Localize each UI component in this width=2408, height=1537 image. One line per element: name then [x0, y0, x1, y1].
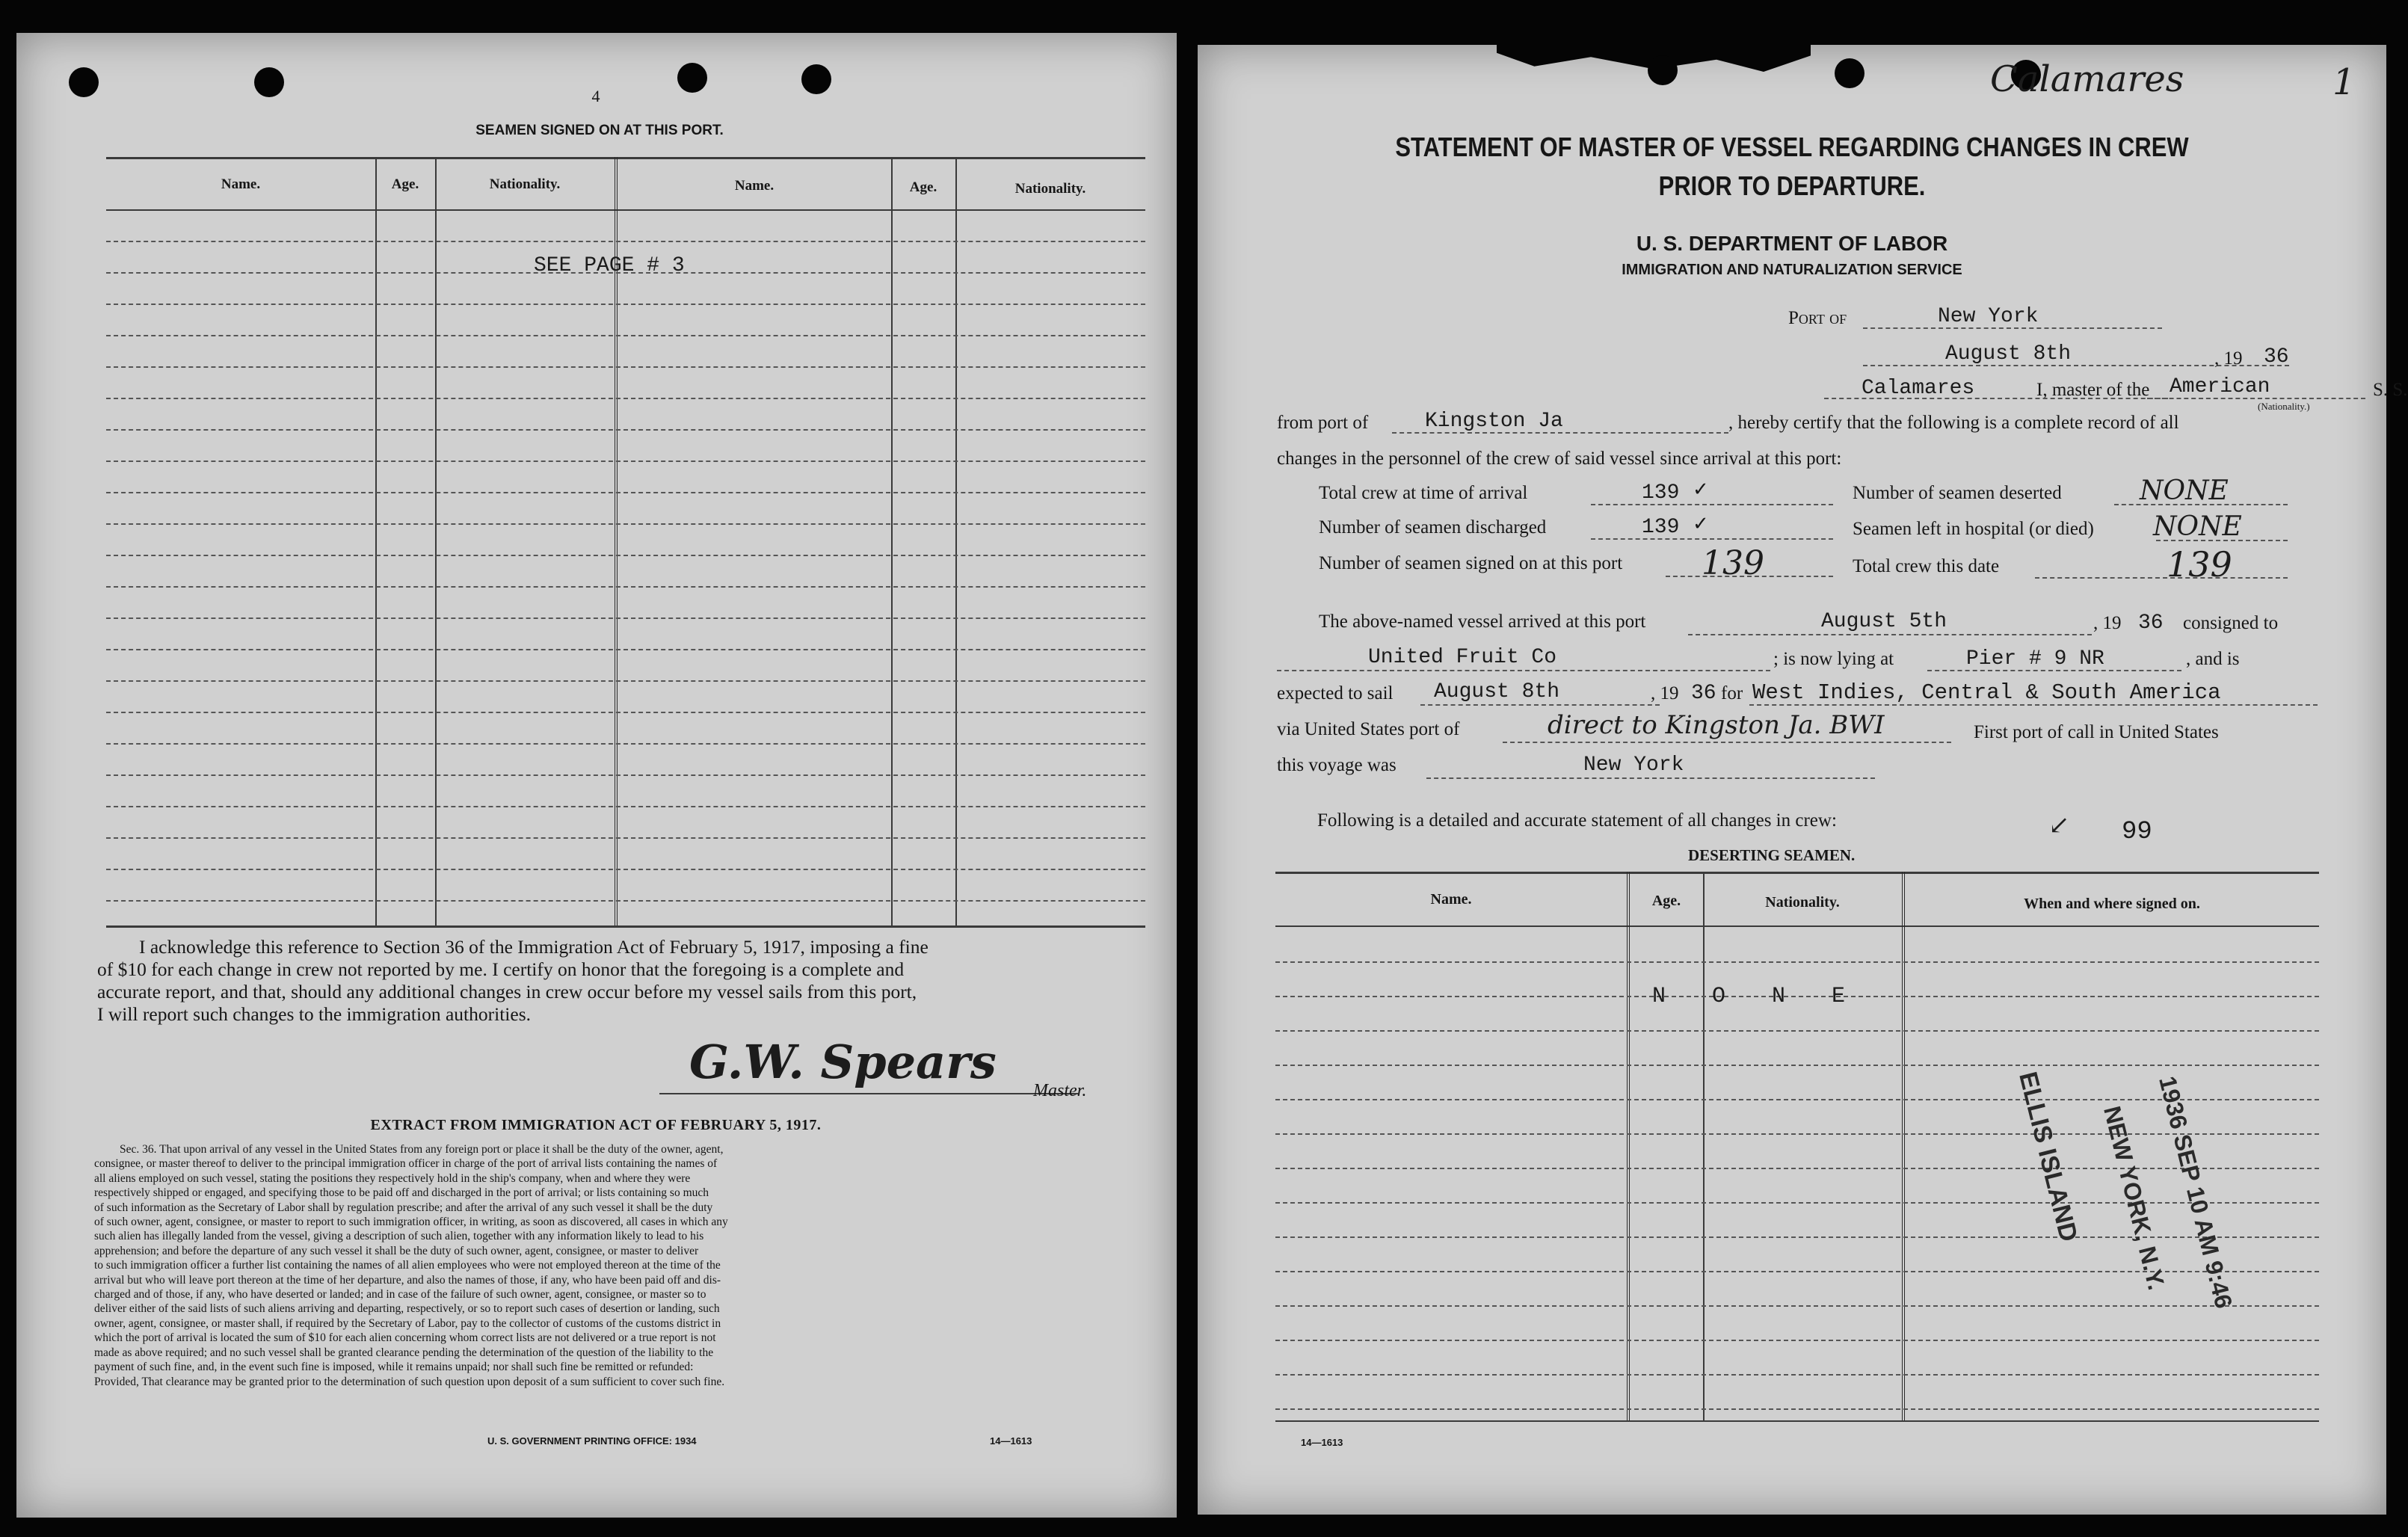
sail-year-prefix: , 19 — [1651, 683, 1679, 703]
left-page — [16, 33, 1177, 1518]
table-row — [106, 837, 1145, 839]
consigned-to-label: consigned to — [2183, 613, 2279, 633]
see-page-note: SEE PAGE # 3 — [534, 254, 685, 277]
table-header-rule — [106, 209, 1145, 211]
year-value: 36 — [2264, 345, 2289, 369]
discharged-label: Number of seamen discharged — [1319, 517, 1547, 538]
extract-line: to such immigration officer a further list containing the names of all alien employees who were not employed thereon at the time of the — [94, 1259, 721, 1272]
destination: West Indies, Central & South America — [1752, 680, 2221, 705]
hospital-value: NONE — [2153, 511, 2242, 542]
extract-title: EXTRACT FROM IMMIGRATION ACT OF FEBRUARY 5, 1917. — [370, 1117, 822, 1133]
and-is-label: , and is — [2186, 649, 2240, 669]
extract-line: all aliens employed on such vessel, stating the positions they respectively hold in the ship's company, when and where they were — [94, 1171, 691, 1185]
form-title-line1: STATEMENT OF MASTER OF VESSEL REGARDING CHANGES IN CREW — [1395, 132, 2189, 162]
extract-line: deliver either of the said lists of such aliens arriving and departing, respectively, or so to report such cases of desertion or landing, such — [94, 1302, 720, 1316]
sail-year: 36 — [1691, 682, 1716, 705]
port-value: New York — [1938, 305, 2039, 328]
year-prefix: , 19 — [2214, 348, 2243, 369]
table-row — [106, 304, 1145, 305]
table-title: SEAMEN SIGNED ON AT THIS PORT. — [475, 123, 724, 138]
table-row — [106, 335, 1145, 336]
ss-label: S. S. — [2373, 380, 2408, 400]
col-header-name: Name. — [1430, 891, 1472, 908]
expected-label: expected to sail — [1277, 683, 1394, 703]
table-row — [106, 241, 1145, 242]
total-crew-arrival-value: 139 — [1642, 481, 1680, 505]
col-header-signed-on: When and where signed on. — [2024, 896, 2200, 912]
ship-value: Calamares — [1862, 377, 1975, 400]
total-crew-date-value: 139 — [2167, 544, 2232, 585]
table-row — [106, 680, 1145, 682]
corner-note: Calamares — [1990, 58, 2184, 100]
table-row — [106, 586, 1145, 588]
via-label: via United States port of — [1277, 719, 1460, 739]
date-value: August 8th — [1945, 342, 2072, 366]
extract-line: of such owner, agent, consignee, or master to report to such immigration officer, in writing, as soon as discovered, all cases in which any — [94, 1216, 728, 1229]
check-mark-icon: ✓ — [1693, 478, 1709, 500]
margin-note: 99 — [2122, 818, 2152, 846]
table-row — [106, 900, 1145, 902]
master-signature: G.W. Spears — [689, 1035, 997, 1089]
table-row — [106, 649, 1145, 650]
table-row — [106, 429, 1145, 431]
table-row — [106, 774, 1145, 776]
hospital-label: Seamen left in hospital (or died) — [1853, 519, 2094, 539]
arrived-year-prefix: , 19 — [2093, 613, 2122, 633]
department: U. S. DEPARTMENT OF LABOR — [1636, 232, 1948, 255]
total-crew-date-label: Total crew this date — [1853, 556, 2000, 576]
deserting-title: DESERTING SEAMEN. — [1688, 846, 1856, 864]
extract-text — [94, 1142, 1141, 1389]
col-header-nationality-2: Nationality. — [1014, 181, 1086, 197]
nationality-value: American — [2170, 375, 2270, 398]
extract-line: consignee, or master thereof to deliver to the principal immigration officer in charge of the port of arrival lists containing the names of — [94, 1157, 718, 1171]
arrived-text: The above-named vessel arrived at this port — [1319, 612, 1646, 632]
deserted-value: NONE — [2140, 475, 2229, 506]
deserted-label: Number of seamen deserted — [1853, 483, 2062, 503]
stamp-line3: NEW YORK, N.Y. — [2098, 1103, 2170, 1293]
table-bottom-rule — [106, 925, 1145, 928]
right-page — [1198, 45, 2408, 1515]
extract-line: apprehension; and before the departure of any such vessel it shall be the duty of such owner, agent, consignee, or master to deliver — [94, 1244, 699, 1257]
sail-date: August 8th — [1434, 680, 1560, 703]
for-label: for — [1721, 683, 1743, 703]
acknowledgement-line: I will report such changes to the immigration authorities. — [97, 1003, 531, 1025]
extract-line: Provided, That clearance may be granted prior to the determination of such question upon deposit of a sum sufficient to cover such fine. — [94, 1375, 725, 1388]
page-gutter — [1177, 0, 1198, 1537]
col-header-age: Age. — [391, 176, 419, 192]
table-row — [106, 869, 1145, 870]
printing-office: U. S. GOVERNMENT PRINTING OFFICE: 1934 — [487, 1435, 697, 1447]
margin-check-icon: ↙ — [2048, 810, 2070, 840]
nationality-caption: (Nationality.) — [2258, 401, 2310, 412]
table-row — [106, 398, 1145, 399]
col-header-age: Age. — [1651, 893, 1681, 909]
page-number: 4 — [591, 87, 600, 105]
extract-line: payment of such fine, and, in the event such fine is imposed, while it remains unpaid; nor shall such fine be remitted or refunded: — [94, 1361, 694, 1374]
via-value: direct to Kingston Ja. BWI — [1548, 710, 1885, 740]
service: IMMIGRATION AND NATURALIZATION SERVICE — [1622, 262, 1962, 278]
stamp-line1: ELLIS ISLAND — [2013, 1069, 2084, 1245]
acknowledgement-line: I acknowledge this reference to Section 36 of the Immigration Act of February 5, 1917, imposing a fine — [139, 936, 929, 958]
master-of-label: I, master of the — [2036, 380, 2150, 400]
acknowledgement-line: accurate report, and that, should any additional changes in crew occur before my vessel sails from this port, — [97, 981, 917, 1002]
following-text: Following is a detailed and accurate statement of all changes in crew: — [1317, 810, 1837, 831]
voyage-label: this voyage was — [1277, 755, 1397, 775]
certify-text: , hereby certify that the following is a complete record of all — [1728, 413, 2179, 433]
changes-text: changes in the personnel of the crew of said vessel since arrival at this port: — [1277, 449, 1842, 469]
none-entry: N O N E — [1652, 984, 1862, 1009]
table-row — [106, 712, 1145, 713]
acknowledgement-line: of $10 for each change in crew not reported by me. I certify on honor that the foregoing is a complete and — [97, 958, 905, 980]
first-port-label: First port of call in United States — [1974, 722, 2219, 742]
total-crew-arrival-label: Total crew at time of arrival — [1319, 483, 1528, 503]
table-row — [106, 806, 1145, 807]
table-row — [106, 366, 1145, 368]
master-label: Master. — [1033, 1081, 1087, 1100]
extract-line: such alien has illegally landed from the vessel, giving a description of such alien, together with any information likely to lead to his — [94, 1230, 704, 1243]
consignee: United Fruit Co — [1368, 646, 1557, 669]
extract-line: which the port of arrival is located the sum of $10 for each alien concerning whom correct lists are not delivered or a true report is not — [94, 1331, 716, 1345]
from-port-label: from port of — [1277, 413, 1369, 433]
pier: Pier # 9 NR — [1966, 647, 2104, 671]
extract-line: charged and of those, if any, who have deserted or landed; and in case of the failure of such owner, agent, consignee, or master so to — [94, 1288, 706, 1302]
corner-number: 1 — [2332, 61, 2356, 103]
extract-line: arrival but who will leave port thereon at the time of her departure, and also the names of those, if any, who have been paid off and dis- — [94, 1273, 721, 1287]
stamp-line2: 1936 SEP 10 AM 9:46 — [2154, 1074, 2238, 1311]
form-title-line2: PRIOR TO DEPARTURE. — [1658, 170, 1926, 201]
table-row — [106, 617, 1145, 619]
arrived-date: August 5th — [1821, 610, 1947, 633]
table-top-rule — [106, 157, 1145, 159]
form-number: 14—1613 — [990, 1435, 1032, 1447]
table-row — [106, 555, 1145, 556]
table-row — [106, 743, 1145, 745]
table-row — [106, 492, 1145, 493]
form-number: 14—1613 — [1301, 1437, 1343, 1448]
col-header-age-2: Age. — [909, 179, 937, 195]
extract-line: made as above required; and no such vessel shall be granted clearance pending the determination of the question of the liability to the — [94, 1346, 714, 1359]
col-header-name: Name. — [221, 176, 261, 192]
arrived-year: 36 — [2138, 612, 2164, 635]
col-header-nationality: Nationality. — [1765, 894, 1840, 911]
check-mark-icon: ✓ — [1693, 513, 1709, 535]
voyage-value: New York — [1583, 754, 1684, 777]
table-row — [106, 523, 1145, 525]
lying-at-label: ; is now lying at — [1773, 649, 1894, 669]
extract-line: owner, agent, consignee, or master shall, if required by the Secretary of Labor, pay to the collector of customs of the customs district in — [94, 1316, 721, 1330]
col-header-nationality: Nationality. — [489, 176, 561, 192]
signed-on-value: 139 — [1702, 544, 1764, 582]
col-header-name-2: Name. — [734, 178, 775, 194]
table-row — [106, 461, 1145, 462]
extract-line: of such information as the Secretary of Labor shall by regulation prescribe; and after the arrival of any such vessel it shall be the duty — [94, 1201, 713, 1214]
discharged-value: 139 — [1642, 516, 1680, 539]
port-label: Port of — [1788, 308, 1847, 328]
from-port-value: Kingston Ja — [1425, 410, 1563, 433]
extract-line: respectively shipped or engaged, and specifying those to be paid off and discharged in the port of arrival; or lists containing so much — [94, 1186, 709, 1200]
signature-line — [659, 1093, 1078, 1094]
signed-on-label: Number of seamen signed on at this port — [1319, 553, 1623, 573]
extract-line: Sec. 36. That upon arrival of any vessel in the United States from any foreign port or place it shall be the duty of the owner, agent, — [120, 1143, 724, 1156]
form-body — [1198, 45, 2386, 1515]
